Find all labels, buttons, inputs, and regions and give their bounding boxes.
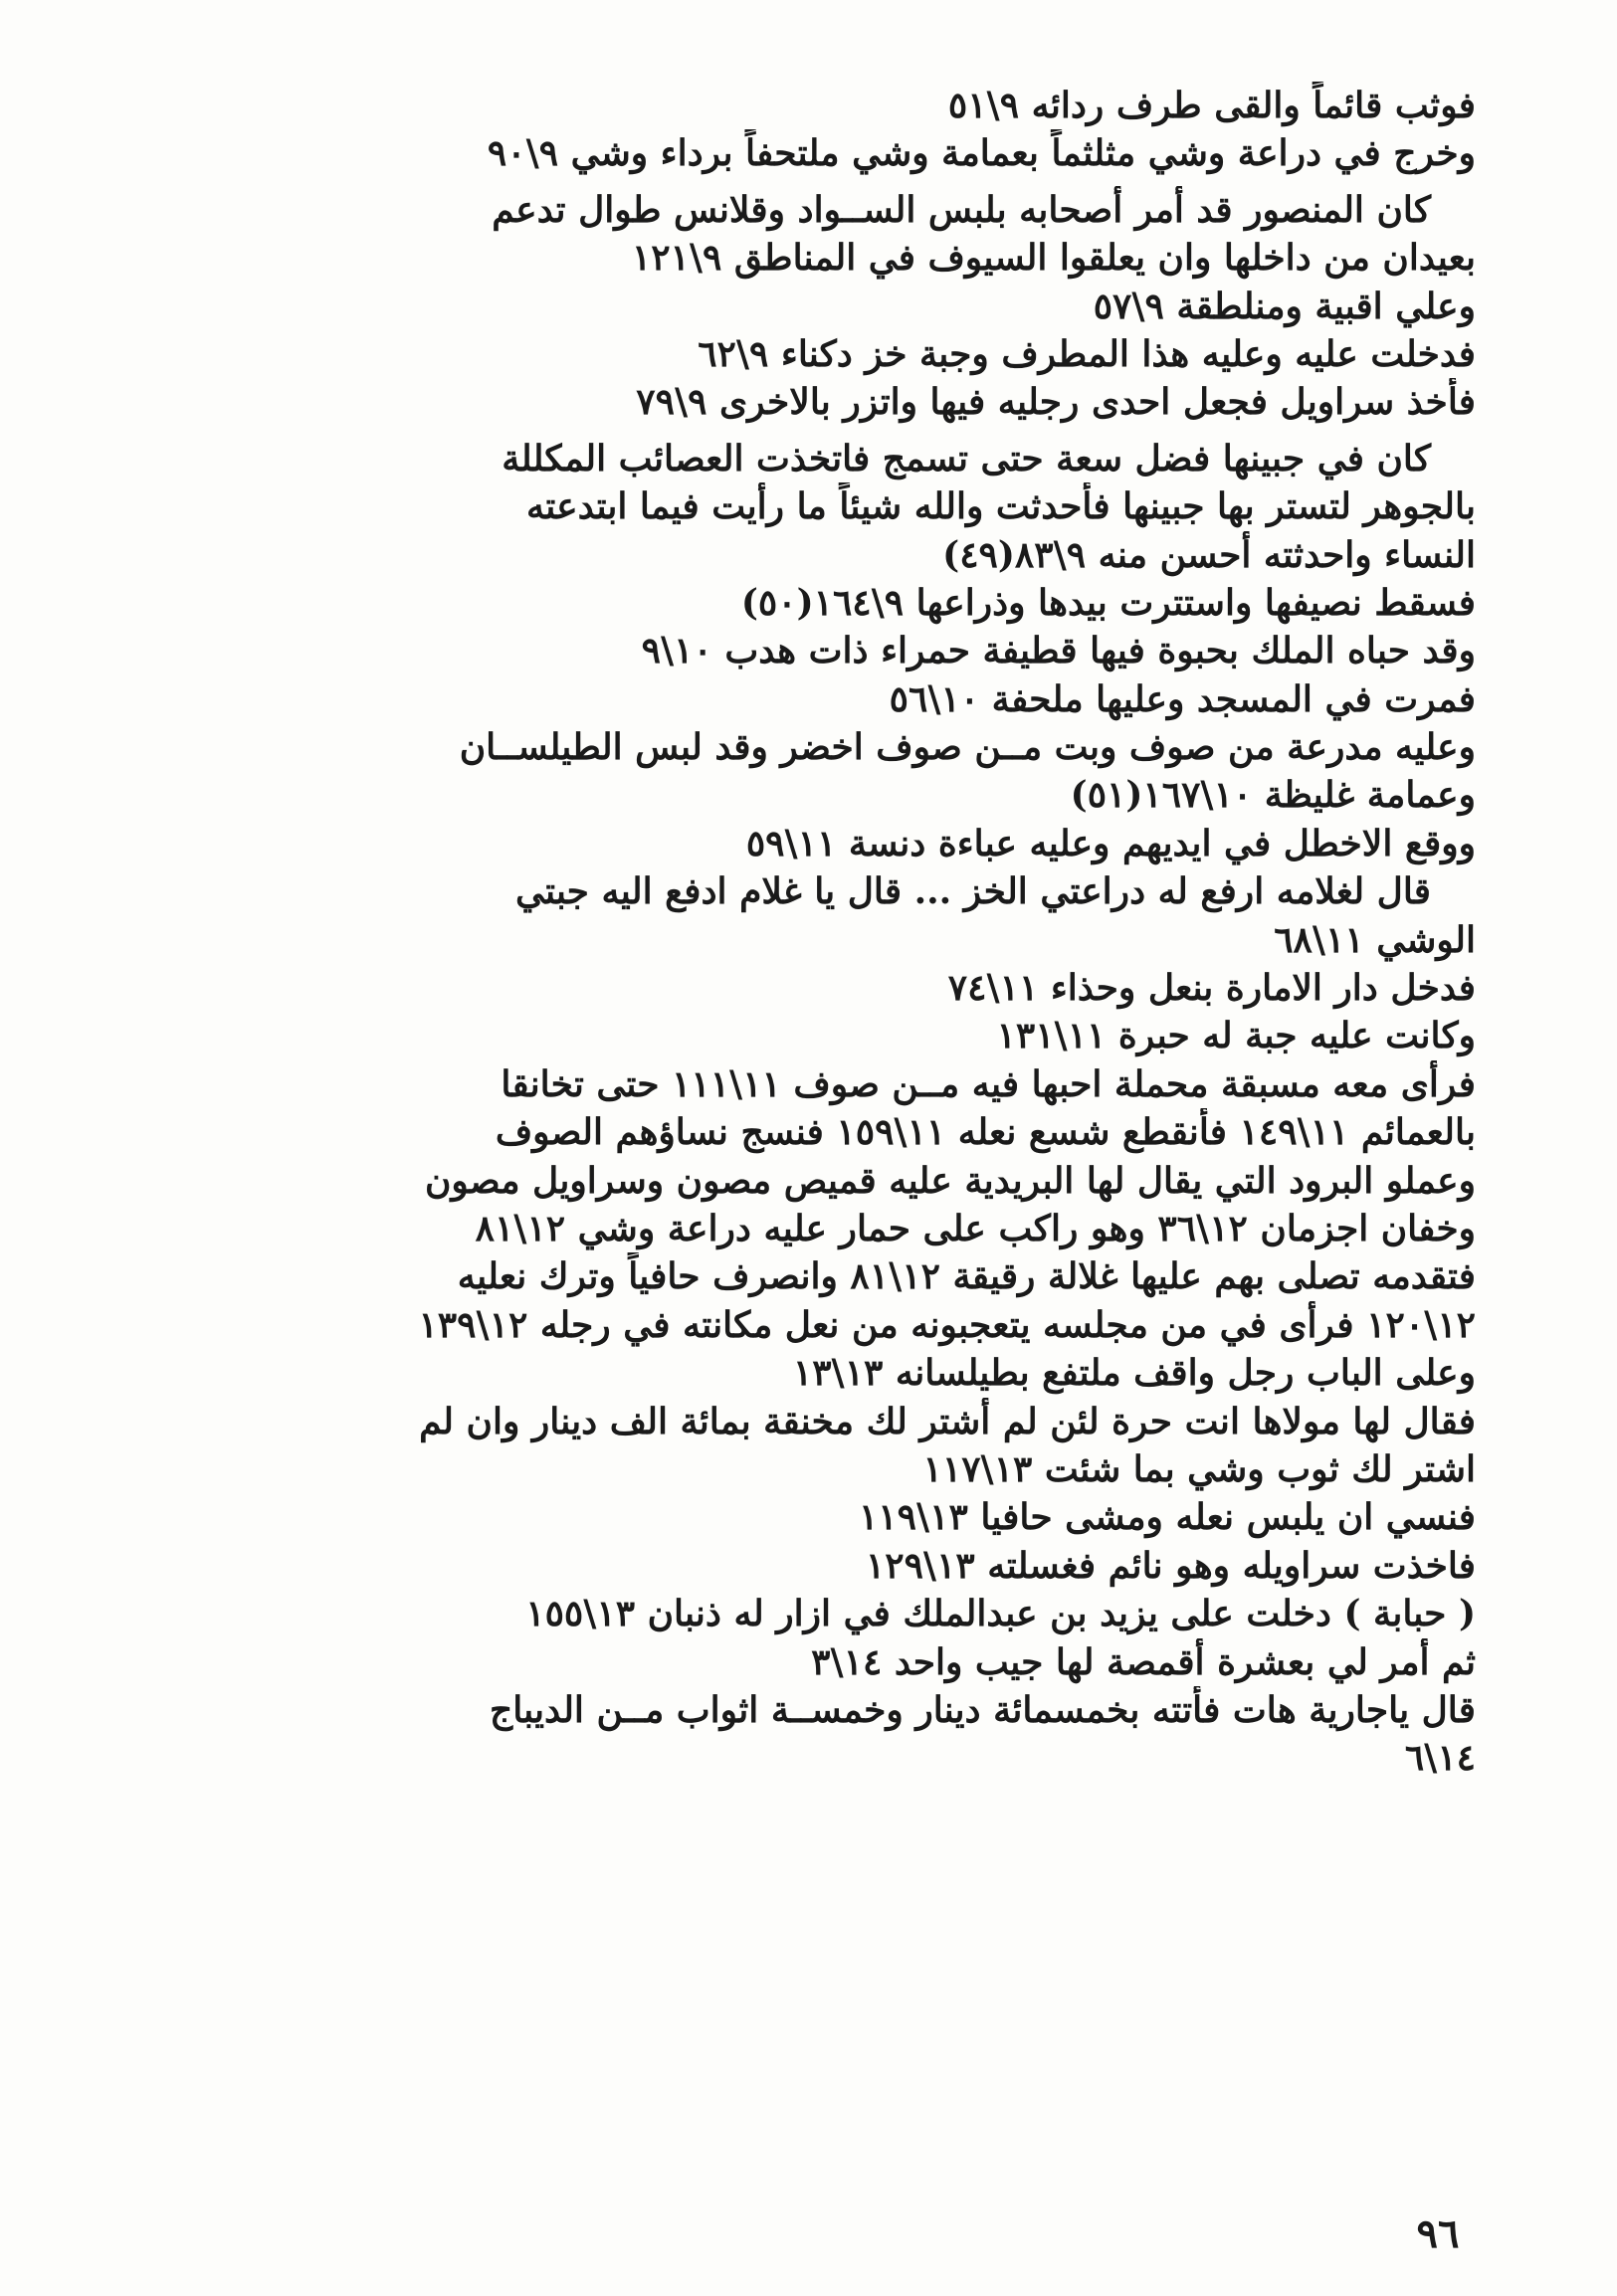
text-line: فأخذ سراويل فجعل احدى رجليه فيها واتزر بالاخرى ٩\٧٩ [636, 381, 1476, 424]
text-line: وعليه مدرعة من صوف وبت مــن صوف اخضر وقد لبس الطيلســان [459, 726, 1476, 769]
text-line: فدخل دار الامارة بنعل وحذاء ١١\٧٤ [947, 967, 1476, 1010]
text-line: فقال لها مولاها انت حرة لئن لم أشتر لك مخنقة بمائة الف دينار وان لم [419, 1400, 1476, 1442]
text-line: ووقع الاخطل في ايديهم وعليه عباءة دنسة ١١\٥٩ [745, 822, 1476, 864]
text-line: فدخلت عليه وعليه هذا المطرف وجبة خز دكناء ٩\٦٢ [698, 332, 1476, 375]
text-line: فوثب قائماً والقى طرف ردائه ٩\٥١ [947, 85, 1476, 126]
text-line: ( حبابة ) دخلت على يزيد بن عبدالملك في ازار له ذنبان ١٣\١٥٥ [525, 1593, 1476, 1635]
text-line: وقد حباه الملك بحبوة فيها قطيفة حمراء ذات هدب ١٠\٩ [641, 630, 1476, 672]
text-line: بالجوهر لتستر بها جبينها فأحدثت والله شيئاً ما رأيت فيما ابتدعته [525, 485, 1476, 528]
text-block [177, 82, 1476, 1783]
text-line: فرأى معه مسبقة محملة احبها فيه مــن صوف ١١\١١١ حتى تخانقا [501, 1062, 1476, 1105]
text-line: وعمامة غليظة ١٠\١٦٧(٥١) [1070, 774, 1476, 817]
text-line: وكانت عليه جبة له حبرة ١١\١٣١ [996, 1015, 1476, 1057]
text-line: وعلي اقبية ومنلطقة ٩\٥٧ [1093, 285, 1476, 327]
text-line: ثم أمر لي بعشرة أقمصة لها جيب واحد ١٤\٣ [811, 1640, 1476, 1683]
text-line: الوشي ١١\٦٨ [1274, 918, 1476, 961]
text-line: فنسي ان يلبس نعله ومشى حافيا ١٣\١١٩ [858, 1496, 1476, 1539]
text-line: وخفان اجزمان ١٢\٣٦ وهو راكب على حمار عليه دراعة وشي ١٢\٨١ [475, 1207, 1476, 1249]
text-line: قال لغلامه ارفع له دراعتي الخز ... قال يا غلام ادفع اليه جبتي [514, 870, 1431, 913]
text-line: كان المنصور قد أمر أصحابه بلبس الســواد وقلانس طوال تدعم [492, 188, 1431, 231]
text-line: ١٢\١٢٠ فرأى في من مجلسه يتعجبونه من نعل مكانته في رجله ١٢\١٣٩ [418, 1303, 1476, 1346]
text-line: وخرج في دراعة وشي مثلثماً بعمامة وشي ملتحفاً برداء وشي ٩\٩٠ [487, 132, 1476, 175]
text-line: فمرت في المسجد وعليها ملحفة ١٠\٥٦ [889, 677, 1476, 720]
text-line: فسقط نصيفها واستترت بيدها وذراعها ٩\١٦٤(٥٠) [740, 581, 1476, 624]
text-line: وعملو البرود التي يقال لها البريدية عليه قميص مصون وسراويل مصون [424, 1159, 1476, 1202]
text-line: فتقدمه تصلى بهم عليها غلالة رقيقة ١٢\٨١ وانصرف حافياً وترك نعليه [457, 1255, 1476, 1298]
text-line: اشتر لك ثوب وشي بما شئت ١٣\١١٧ [922, 1447, 1476, 1490]
text-line: ١٤\٦ [1404, 1737, 1476, 1780]
text-line: فاخذت سراويله وهو نائم فغسلته ١٣\١٢٩ [865, 1544, 1476, 1587]
text-line: كان في جبينها فضل سعة حتى تسمج فاتخذت العصائب المكللة [502, 437, 1431, 479]
text-line: وعلى الباب رجل واقف ملتفع بطيلسانه ١٣\١٣ [792, 1352, 1476, 1395]
text-line: النساء واحدثته أحسن منه ٩\٨٣(٤٩) [942, 533, 1476, 576]
text-line: قال ياجارية هات فأتته بخمسمائة دينار وخمســة اثواب مــن الديباج [489, 1688, 1476, 1731]
page-number: ٩٦ [1416, 2210, 1460, 2257]
text-line: بعيدان من داخلها وان يعلقوا السيوف في المناطق ٩\١٢١ [631, 237, 1476, 280]
text-line: بالعمائم ١١\١٤٩ فأنقطع شسع نعله ١١\١٥٩ فنسج نساؤهم الصوف [495, 1111, 1476, 1154]
